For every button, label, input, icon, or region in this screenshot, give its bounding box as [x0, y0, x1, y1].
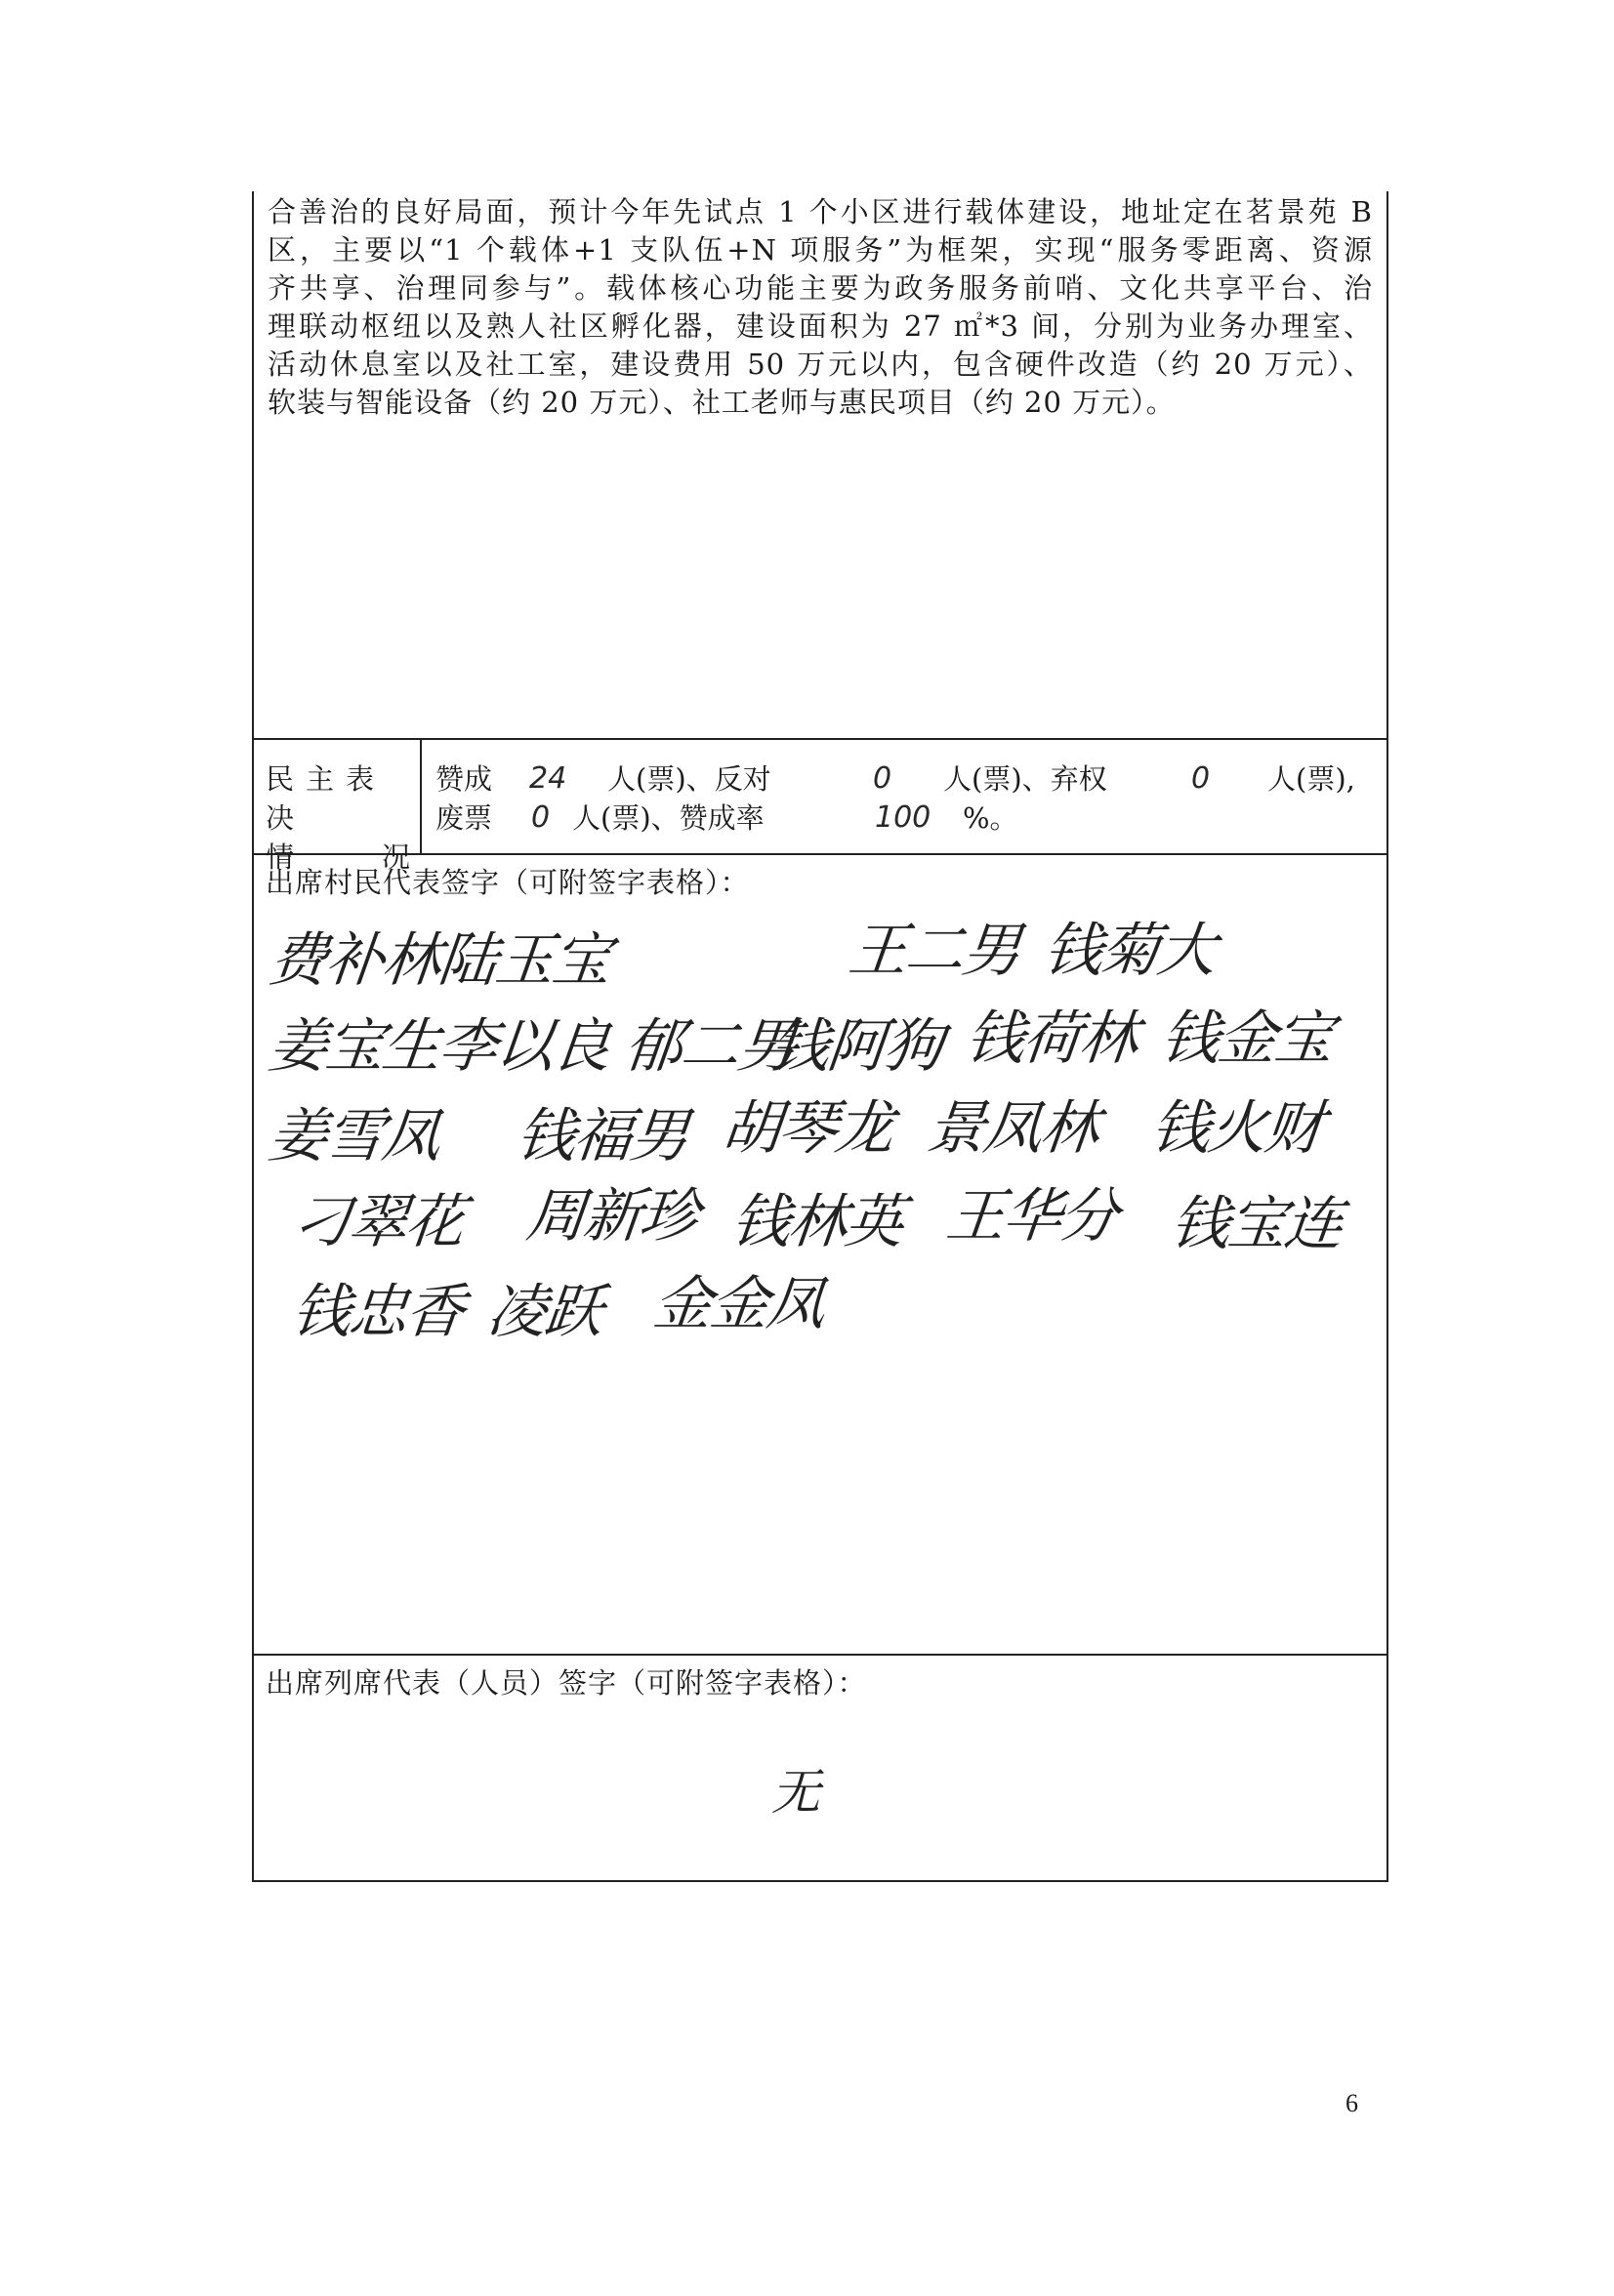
unit-text: 人(票),	[1267, 762, 1355, 796]
approve-count: 24	[529, 761, 567, 796]
vote-label-char: 情	[266, 840, 295, 874]
handwritten-signature: 景凤林	[923, 1094, 1101, 1163]
proposal-line: 齐共享、治理同参与”。载体核心功能主要为政务服务前哨、文化共享平台、治	[268, 271, 1373, 305]
page-number: 6	[1345, 2089, 1358, 2117]
vote-line-1	[435, 759, 1379, 799]
rate-unit: %。	[963, 801, 1018, 835]
handwritten-signature: 姜雪凤	[265, 1102, 443, 1170]
approval-rate: 100	[875, 800, 931, 835]
handwritten-signature: 胡琴龙	[718, 1094, 896, 1163]
handwritten-signature: 费补林	[265, 926, 443, 995]
handwritten-signature: 姜宝生	[265, 1012, 443, 1081]
handwritten-signature: 钱阿狗	[766, 1012, 945, 1081]
handwritten-signature: 钱忠香	[288, 1278, 467, 1346]
handwritten-signature: 钱林英	[727, 1188, 906, 1256]
unit-text: 人(票)、赞成率	[572, 801, 765, 835]
handwritten-signature: 金金凤	[649, 1270, 828, 1338]
proposal-line: 合善治的良好局面，预计今年先试点 1 个小区进行载体建设，地址定在茗景苑 B	[268, 195, 1373, 228]
unit-text: 人(票)、反对	[607, 762, 771, 796]
handwritten-signature: 王二男	[845, 917, 1023, 985]
handwritten-signature: 王华分	[942, 1182, 1121, 1250]
invalid-count: 0	[531, 800, 551, 835]
vote-line-2	[435, 799, 1379, 838]
handwritten-signature: 陆玉宝	[435, 926, 613, 995]
proposal-line: 软装与智能设备（约 20 万元）、社工老师与惠民项目（约 20 万元）。	[268, 386, 1176, 419]
handwritten-signature: 钱宝连	[1167, 1190, 1345, 1258]
proposal-line: 理联动枢纽以及熟人社区孵化器，建设面积为 27 ㎡*3 间，分别为业务办理室、	[268, 309, 1373, 343]
attendees-signature-cell	[254, 1656, 1386, 1880]
handwritten-signature: 钱金宝	[1157, 1004, 1336, 1073]
vote-label-char: 况	[381, 840, 410, 874]
representatives-signature-cell	[254, 855, 1386, 1656]
handwritten-signature: 刁翠花	[288, 1188, 467, 1256]
handwritten-signature: 凌跃	[483, 1278, 605, 1346]
handwritten-signature: 周新珍	[522, 1182, 701, 1250]
invalid-label: 废票	[435, 801, 493, 835]
vote-result-cell	[435, 759, 1379, 838]
handwritten-signature: 无	[771, 1764, 820, 1821]
handwritten-signature: 钱菊大	[1040, 917, 1219, 985]
signature-area	[264, 914, 1367, 1656]
handwritten-signature: 钱荷林	[962, 1004, 1140, 1073]
representatives-heading: 出席村民代表签字（可附签字表格）：	[266, 866, 750, 899]
vote-label-cell	[254, 740, 422, 874]
handwritten-signature: 郁二男	[620, 1012, 799, 1081]
vote-label-line1: 民主表决	[266, 762, 387, 835]
abstain-count: 0	[1191, 761, 1211, 796]
oppose-count: 0	[873, 761, 892, 796]
handwritten-signature: 钱福男	[513, 1102, 691, 1170]
attendees-heading: 出席列席代表（人员）签字（可附签字表格）：	[266, 1666, 867, 1700]
vote-row	[254, 740, 1386, 874]
proposal-line: 活动休息室以及社工室，建设费用 50 万元以内，包含硬件改造（约 20 万元）、	[268, 348, 1373, 381]
approve-label: 赞成	[435, 762, 493, 796]
handwritten-signature: 钱火财	[1147, 1094, 1326, 1163]
unit-text: 人(票)、弃权	[943, 762, 1107, 796]
handwritten-signature: 李以良	[435, 1012, 613, 1081]
proposal-text-cell	[254, 191, 1386, 740]
form-table	[252, 191, 1388, 1882]
proposal-line: 区，主要以“1 个载体+1 支队伍+N 项服务”为框架，实现“服务零距离、资源	[268, 233, 1373, 266]
